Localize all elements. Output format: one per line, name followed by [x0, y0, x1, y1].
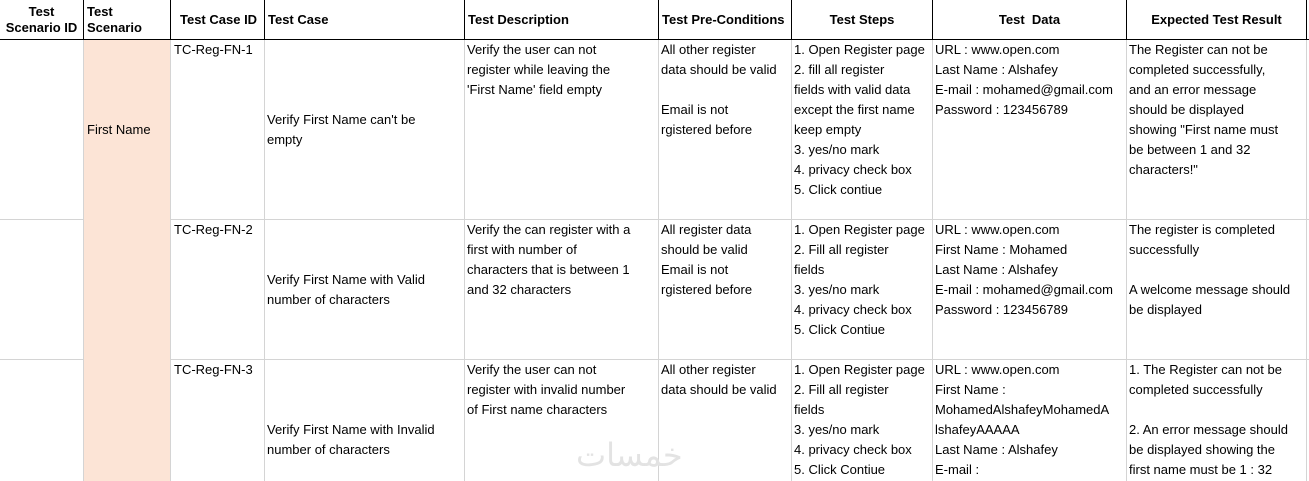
header-preconditions[interactable]: Test Pre-Conditions — [662, 11, 785, 27]
header-description[interactable]: Test Description — [468, 11, 569, 27]
header-divider — [464, 0, 465, 39]
header-case-id[interactable]: Test Case ID — [180, 11, 258, 27]
row1-case: Verify First Name can't be empty — [267, 112, 416, 147]
row1-preconditions: All other register data should be valid Email is not rgistered before — [661, 42, 777, 137]
header-divider — [83, 0, 84, 39]
gridline — [791, 0, 792, 481]
row2-expected: The register is completed successfully A welcome message should be displayed — [1129, 222, 1291, 317]
header-data[interactable]: Test Data — [998, 11, 1061, 27]
row3-preconditions: All other register data should be valid — [661, 362, 777, 397]
row1-expected: The Register can not be completed successfully, and an error message should be displayed showing "First name must be between 1 and 32 characters!" — [1129, 42, 1279, 177]
gridline — [464, 0, 465, 481]
scenario-cell-fill[interactable] — [84, 40, 170, 481]
header-divider — [932, 0, 933, 39]
gridline — [264, 0, 265, 481]
row1-description: Verify the user can not register while leaving the 'First Name' field empty — [467, 42, 611, 97]
gridline — [83, 0, 84, 481]
header-expected[interactable]: Expected Test Result — [1151, 11, 1282, 27]
row3-case-id: TC-Reg-FN-3 — [174, 362, 253, 377]
row1-data: URL : www.open.com Last Name : Alshafey E-mail : mohamed@gmail.com Password : 123456789 — [935, 42, 1113, 117]
row2-case: Verify First Name with Valid number of characters — [267, 272, 425, 307]
row3-description: Verify the user can not register with invalid number of First name characters — [467, 362, 626, 417]
gridline — [170, 0, 171, 481]
row2-preconditions: All register data should be valid Email is not rgistered before — [661, 222, 753, 297]
row2-description: Verify the can register with a first with number of characters that is between 1 and 32 characters — [467, 222, 631, 297]
scenario-name: First Name — [87, 122, 151, 137]
row2-steps: 1. Open Register page 2. Fill all register fields 3. yes/no mark 4. privacy check box 5. Click Contiue — [794, 222, 925, 337]
row3-steps: 1. Open Register page 2. Fill all register fields 3. yes/no mark 4. privacy check box 5. Click Contiue — [794, 362, 925, 477]
gridline — [932, 0, 933, 481]
row3-expected: 1. The Register can not be completed successfully 2. An error message should be displayed showing the first name must be 1 : 32 — [1129, 362, 1288, 477]
gridline — [1126, 0, 1127, 481]
row3-data: URL : www.open.com First Name : MohamedAlshafeyMohamedA lshafeyAAAAA Last Name : Alshafey E-mail : — [935, 362, 1110, 477]
header-divider — [1306, 0, 1307, 39]
row2-case-id: TC-Reg-FN-2 — [174, 222, 253, 237]
header-divider — [264, 0, 265, 39]
row-divider — [0, 359, 84, 360]
header-divider — [1126, 0, 1127, 39]
header-scenario-id[interactable]: Test Scenario ID — [5, 3, 78, 35]
gridline — [1306, 0, 1307, 481]
gridline — [658, 0, 659, 481]
row1-steps: 1. Open Register page 2. fill all register fields with valid data except the first name keep empty 3. yes/no mark 4. privacy check box 5. Click contiue — [794, 42, 925, 197]
row2-data: URL : www.open.com First Name : Mohamed Last Name : Alshafey E-mail : mohamed@gmail.com Password : 123456789 — [935, 222, 1113, 317]
watermark-logo: خمسات — [576, 436, 683, 474]
header-scenario[interactable]: Test Scenario — [87, 3, 142, 35]
header-divider — [170, 0, 171, 39]
header-divider — [658, 0, 659, 39]
row1-case-id: TC-Reg-FN-1 — [174, 42, 253, 57]
header-divider — [791, 0, 792, 39]
row3-case: Verify First Name with Invalid number of characters — [267, 422, 435, 457]
header-steps[interactable]: Test Steps — [829, 11, 895, 27]
row-divider — [0, 219, 84, 220]
header-case[interactable]: Test Case — [268, 11, 329, 27]
